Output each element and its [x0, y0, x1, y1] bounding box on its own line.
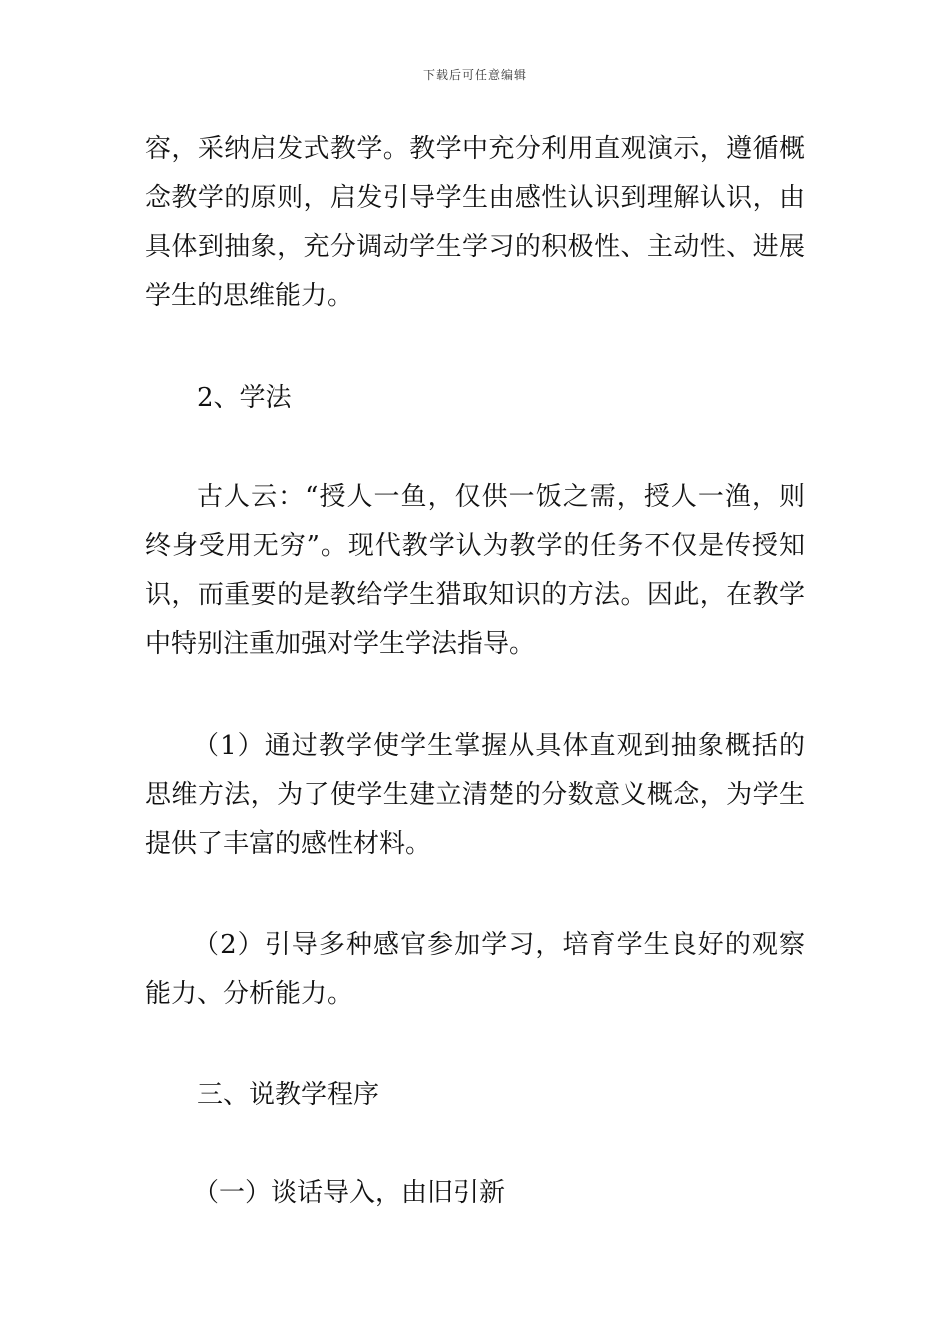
heading-teaching-procedure: 三、说教学程序	[197, 1080, 380, 1110]
paragraph-ancient-saying: 古人云：“授人一鱼，仅供一饭之需，授人一渔，则终身受用无穷”。现代教学认为教学的任务不仅是传授知识，而重要的是教给学生猎取知识的方法。因此，在教学中特别注重加强对学生学法指导。	[145, 482, 805, 659]
heading-learning-method: 2、学法	[197, 383, 292, 413]
paragraph-item-1: （1）通过教学使学生掌握从具体直观到抽象概括的思维方法，为了使学生建立清楚的分数意义概念，为学生提供了丰富的感性材料。	[145, 731, 805, 859]
paragraph-teaching-method-continued: 容，采纳启发式教学。教学中充分利用直观演示，遵循概念教学的原则，启发引导学生由感性认识到理解认识，由具体到抽象，充分调动学生学习的积极性、主动性、进展学生的思维能力。	[145, 134, 805, 311]
heading-intro-talk: （一）谈话导入，由旧引新	[193, 1178, 506, 1208]
page-header-note: 下载后可任意编辑	[422, 68, 527, 82]
paragraph-item-2: （2）引导多种感官参加学习，培育学生良好的观察能力、分析能力。	[145, 930, 805, 1009]
